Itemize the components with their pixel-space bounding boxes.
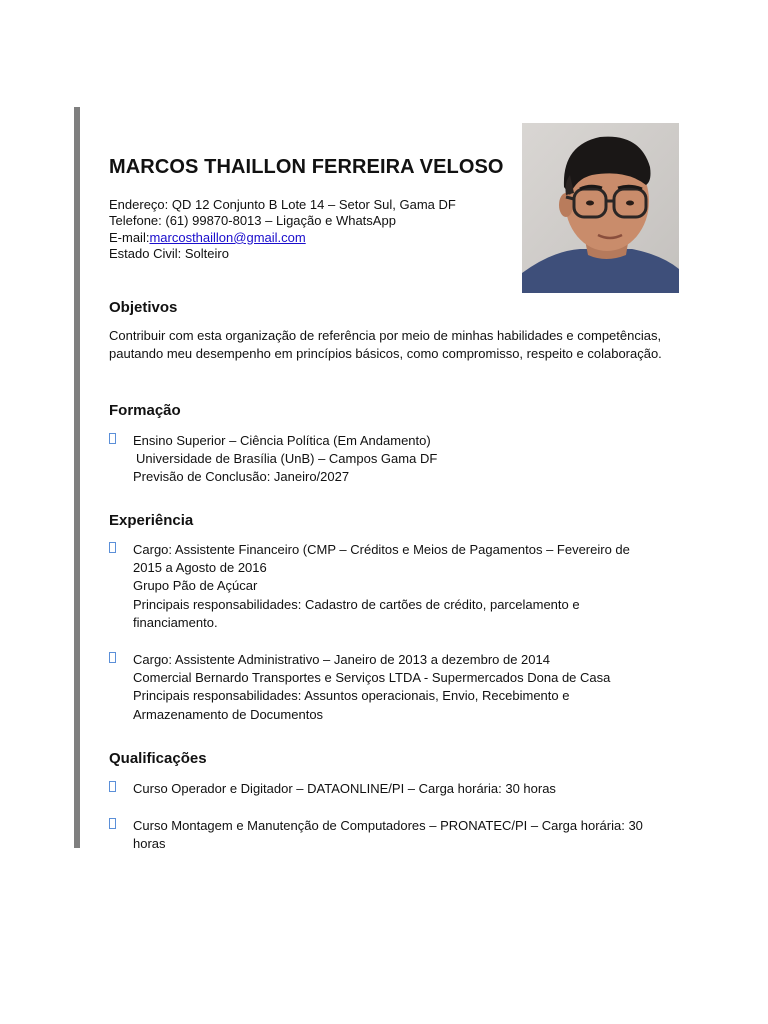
experiencia-responsabilidades: Principais responsabilidades: Cadastro de cartões de crédito, parcelamento e financiamento. [133,596,580,630]
bullet-icon [109,652,116,663]
civil-status-line: Estado Civil: Solteiro [109,246,229,262]
formacao-course: Ensino Superior – Ciência Política (Em Andamento) [133,433,431,448]
bullet-icon [109,433,116,444]
bullet-icon [109,542,116,553]
section-title-qualificacoes: Qualificações [109,750,207,767]
experiencia-empresa: Comercial Bernardo Transportes e Serviços LTDA - Supermercados Dona de Casa [133,670,611,686]
bullet-icon [109,818,116,829]
experiencia-cargo: Cargo: Assistente Administrativo – Janeiro de 2013 a dezembro de 2014 [133,652,550,667]
candidate-name: MARCOS THAILLON FERREIRA VELOSO [109,156,504,178]
section-title-experiencia: Experiência [109,512,194,529]
qualificacao-text: Curso Montagem e Manutenção de Computadores – PRONATEC/PI – Carga horária: 30 horas [133,818,643,852]
list-item [109,541,654,632]
section-title-objetivos: Objetivos [109,299,178,316]
list-item [109,432,654,487]
contact-info [109,197,456,263]
section-title-formacao: Formação [109,402,181,419]
email-link[interactable]: marcosthaillon@gmail.com [149,229,306,245]
qualificacao-text: Curso Operador e Digitador – DATAONLINE/PI – Carga horária: 30 horas [133,781,556,796]
profile-photo [522,123,679,293]
address-line: Endereço: QD 12 Conjunto B Lote 14 – Setor Sul, Gama DF [109,197,456,212]
list-item [109,817,654,853]
objetivos-text: Contribuir com esta organização de referência por meio de minhas habilidades e competências, pautando meu desempenho em princípios básicos, como compromisso, respeito e colaboração. [109,328,662,361]
email-label: E-mail: [109,229,150,245]
formacao-institution: Universidade de Brasília (UnB) – Campos Gama DF [136,451,438,467]
email-line [109,230,456,246]
experiencia-empresa: Grupo Pão de Açúcar [133,578,258,594]
left-vertical-rule [74,107,80,848]
list-item [109,780,654,798]
bullet-icon [109,781,116,792]
phone-line: Telefone: (61) 99870-8013 – Ligação e WhatsApp [109,213,396,229]
experiencia-responsabilidades: Principais responsabilidades: Assuntos operacionais, Envio, Recebimento e Armazenamento de Documentos [133,688,570,722]
formacao-conclusion: Previsão de Conclusão: Janeiro/2027 [133,469,350,485]
list-item [109,651,654,724]
experiencia-cargo: Cargo: Assistente Financeiro (CMP – Créditos e Meios de Pagamentos – Fevereiro de 2015 a Agosto de 2016 [133,542,630,576]
